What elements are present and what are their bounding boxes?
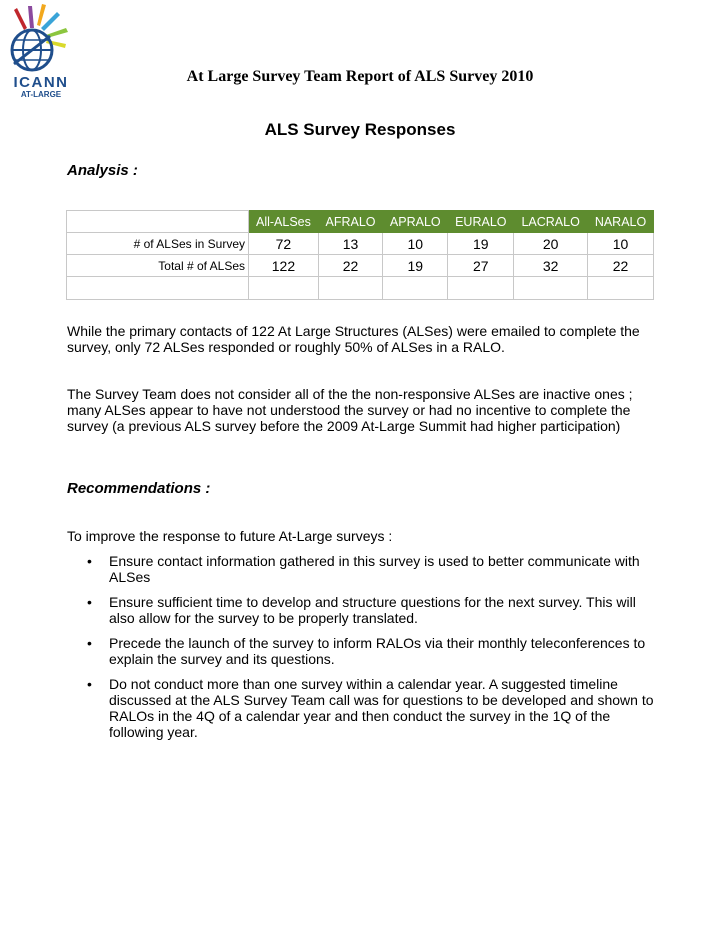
table-header-row (67, 211, 654, 233)
recommendations-heading: Recommendations : (67, 480, 211, 497)
column-header: NARALO (588, 211, 654, 233)
table-cell: 20 (514, 233, 588, 255)
table-cell: 122 (249, 255, 319, 277)
column-header: EURALO (448, 211, 514, 233)
bullet: • (87, 553, 92, 569)
section-title: ALS Survey Responses (264, 120, 456, 139)
table-cell (514, 277, 588, 300)
table-cell: 27 (448, 255, 514, 277)
table-cell (67, 277, 249, 300)
table-cell (318, 277, 382, 300)
list-item (67, 594, 657, 626)
column-header: APRALO (383, 211, 448, 233)
non-response-paragraph: The Survey Team does not consider all of the the non-responsive ALSes are inactive ones ; many ALSes appear to have not understood the survey or had no incentive to complete the survey (a previous ALS survey before the 2009 At-Large Summit had higher participation) (67, 386, 633, 434)
column-header: LACRALO (514, 211, 588, 233)
table-cell (383, 277, 448, 300)
list-item (67, 676, 657, 740)
table-cell: 32 (514, 255, 588, 277)
table-row (67, 233, 654, 255)
list-item-text: Ensure contact information gathered in this survey is used to better communicate with ALSes (109, 553, 640, 585)
table-cell: 22 (318, 255, 382, 277)
bullet: • (87, 635, 92, 651)
recommendations-intro: To improve the response to future At-Large surveys : (67, 528, 393, 544)
list-item (67, 635, 657, 667)
table-cell: 19 (383, 255, 448, 277)
globe-icon (2, 2, 84, 78)
column-header: AFRALO (318, 211, 382, 233)
table-cell: 22 (588, 255, 654, 277)
row-label: Total # of ALSes (67, 255, 249, 277)
table-cell: 10 (383, 233, 448, 255)
table-corner-cell (67, 211, 249, 233)
table-empty-row (67, 277, 654, 300)
table-cell: 72 (249, 233, 319, 255)
recommendations-list (67, 553, 657, 749)
column-header: All-ALSes (249, 211, 319, 233)
survey-responses-table (66, 210, 654, 300)
bullet: • (87, 676, 92, 692)
list-item (67, 553, 657, 585)
table-cell (249, 277, 319, 300)
analysis-heading: Analysis : (67, 162, 138, 179)
logo-subtext: AT-LARGE (20, 90, 62, 99)
list-item-text: Precede the launch of the survey to inform RALOs via their monthly teleconferences to explain the survey and its questions. (109, 635, 646, 667)
table-cell: 13 (318, 233, 382, 255)
row-label: # of ALSes in Survey (67, 233, 249, 255)
bullet: • (87, 594, 92, 610)
list-item-text: Ensure sufficient time to develop and structure questions for the next survey. This will also allow for the survey to be properly translated. (109, 594, 636, 626)
table-cell: 19 (448, 233, 514, 255)
list-item-text: Do not conduct more than one survey within a calendar year. A suggested timeline discussed at the ALS Survey Team call was for questions to be developed and shown to RALOs in the 4Q of a calendar year and then conduct the survey in the 1Q of the following year. (109, 676, 654, 740)
table-cell (448, 277, 514, 300)
table-row (67, 255, 654, 277)
logo-text: ICANN (13, 74, 69, 91)
table-cell: 10 (588, 233, 654, 255)
table-cell (588, 277, 654, 300)
report-title: At Large Survey Team Report of ALS Survey 2010 (186, 68, 534, 85)
response-rate-paragraph: While the primary contacts of 122 At Large Structures (ALSes) were emailed to complete the survey, only 72 ALSes responded or roughly 50% of ALSes in a RALO. (67, 323, 640, 355)
